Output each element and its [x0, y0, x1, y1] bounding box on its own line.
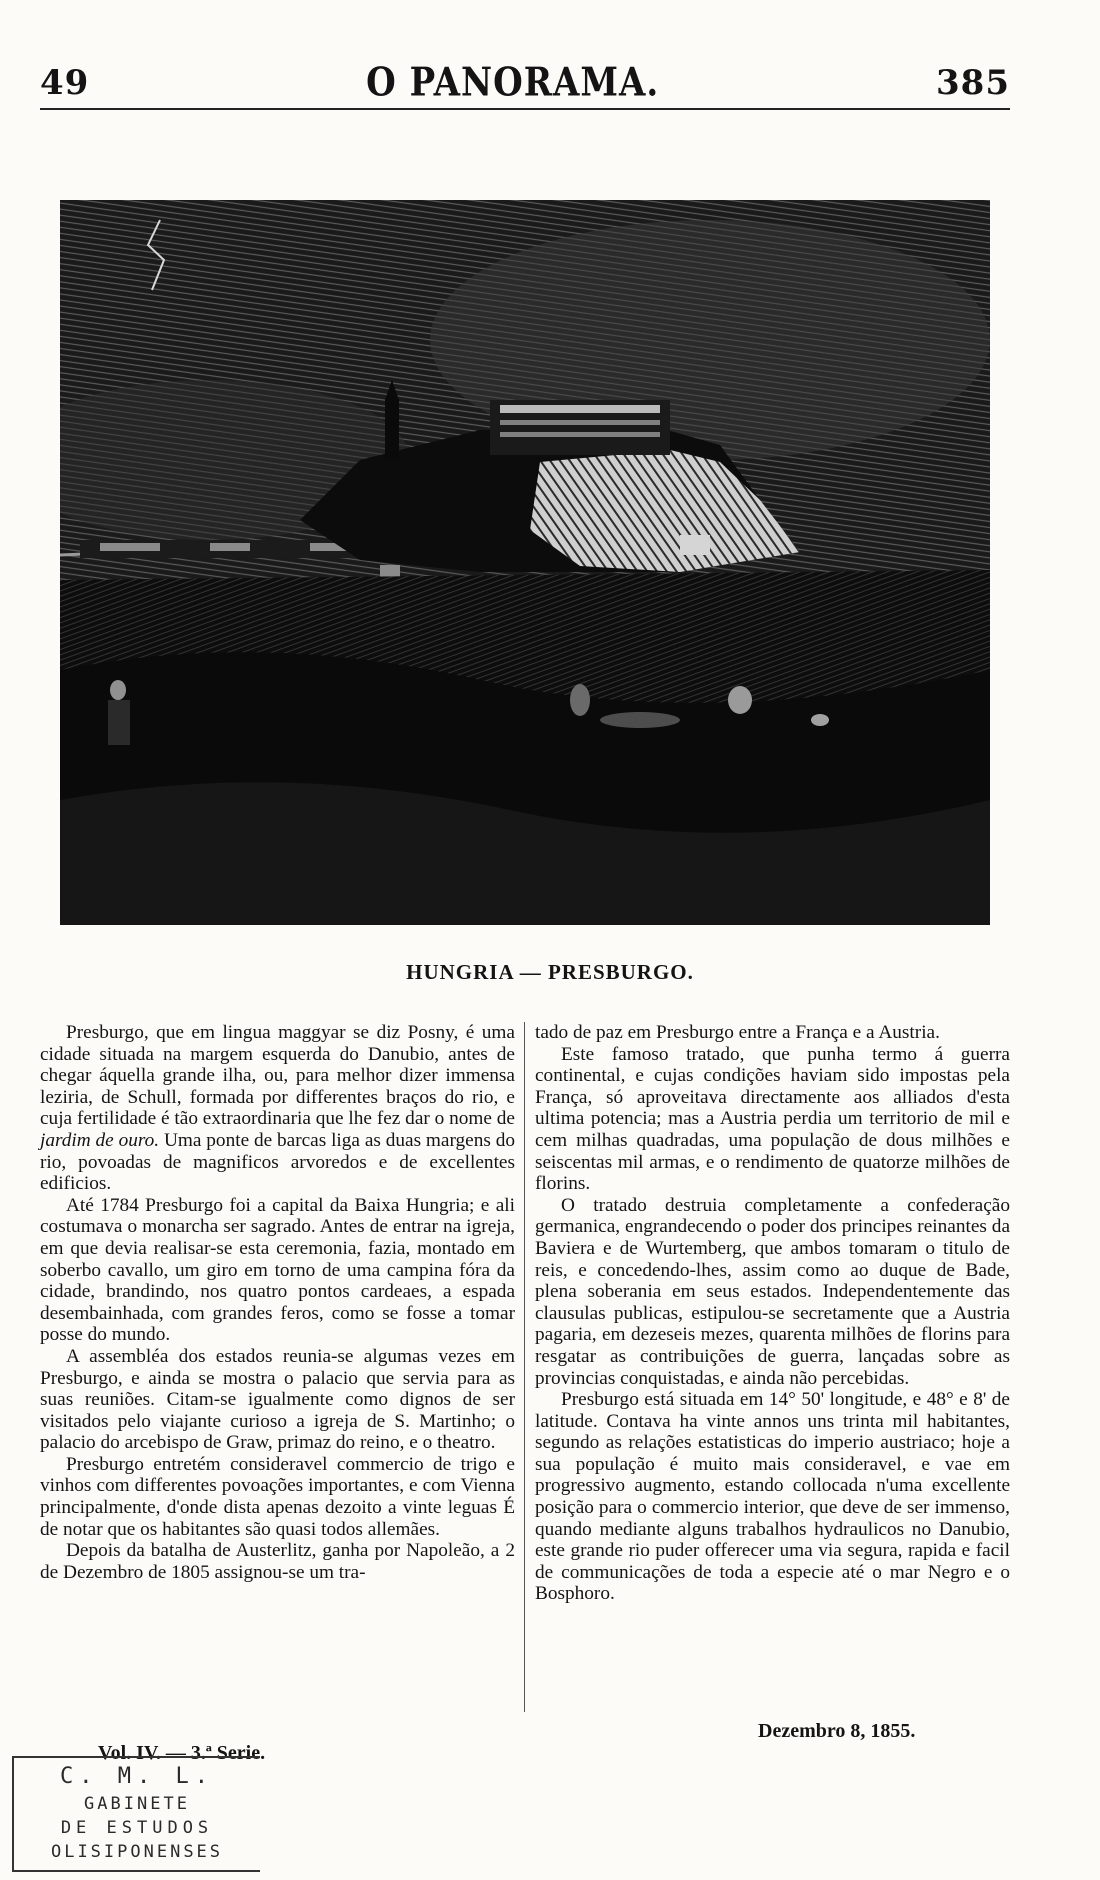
paragraph-text: Uma ponte de barcas liga as duas margens do rio, povoadas de magnificos arvoredos e de excellentes edificios. [40, 1129, 516, 1195]
header-rule [40, 108, 1010, 110]
presburgo-castle-engraving [60, 200, 990, 925]
paragraph: Depois da batalha de Austerlitz, ganha por Napoleão, a 2 de Dezembro de 1805 assignou-se um tra- [40, 1540, 515, 1583]
page-header [40, 58, 1010, 108]
page-right-number: 385 [936, 63, 1010, 103]
paragraph: tado de paz em Presburgo entre a França e a Austria. [535, 1022, 940, 1043]
date-footer: Dezembro 8, 1855. [758, 1720, 916, 1742]
page-left-number: 49 [40, 63, 90, 103]
illustration-caption: HUNGRIA — PRESBURGO. [406, 960, 694, 984]
left-column [40, 1022, 515, 1583]
stamp-line: GABINETE [84, 1794, 190, 1814]
article-body [40, 1022, 1010, 1722]
journal-title: O PANORAMA. [366, 60, 660, 106]
stamp-line: C. M. L. [60, 1764, 214, 1789]
paragraph: O tratado destruia completamente a confederação germanica, engrandecendo o poder dos principes reinantes da Baviera e de Wurtemberg, que ambos tomaram o titulo de reis, e concedendo-lhes, assim como ao duque de Bade, plena soberania em seus estados. Independentemente das clausulas publicas, estipulou-se secretamente que a Austria pagaria, em dezeseis mezes, quarenta milhões de florins para resgatar as contribuições de guerra, lançadas sobre as provincias conquistadas, e ainda não percebidas. [535, 1194, 1010, 1389]
paragraph-text: Presburgo, que em lingua maggyar se diz Posny, é uma cidade situada na margem esquerda do Danubio, antes de chegar áquella grande ilha, ou, para melhor dizer immensa leziria, de Schull, formada por differentes braços do rio, e cuja fertilidade é tão extraordinaria que lhe fez dar o nome de [40, 1022, 515, 1130]
italic-phrase: jardim de ouro. [40, 1129, 160, 1151]
paragraph: Este famoso tratado, que punha termo á guerra continental, e cujas condições haviam sido impostas pela França, só aproveitava directamente aos alliados d'esta ultima potencia; mas a Austria perdia um territorio de mil e cem milhas quadradas, uma população de dous milhões e seiscentas mil armas, e o rendimento de quatorze milhões de florins. [535, 1043, 1010, 1195]
paragraph [40, 1022, 515, 1195]
volume-footer: Vol. IV. — 3.ª Serie. [98, 1742, 266, 1764]
stamp-line: OLISIPONENSES [50, 1842, 224, 1862]
library-stamp [12, 1756, 260, 1872]
right-column [535, 1022, 1010, 1605]
paragraph: Até 1784 Presburgo foi a capital da Baixa Hungria; e ali costumava o monarcha ser sagrado. Antes de entrar na igreja, em que devia realisar-se esta ceremonia, fazia, montado em soberbo cavallo, um giro em torno de uma campina fóra da cidade, brandindo, nos quatro pontos cardeaes, a espada desembainhada, com grandes feros, como se fosse a tomar posse do mundo. [40, 1194, 515, 1346]
paragraph: A assembléa dos estados reunia-se algumas vezes em Presburgo, e ainda se mostra o palacio que servia para as suas reuniões. Citam-se igualmente como dignos de ser visitados pelo viajante curioso a igreja de S. Martinho; o palacio do arcebispo de Graw, primaz do reino, e o theatro. [40, 1345, 515, 1454]
paragraph: Presburgo está situada em 14° 50' longitude, e 48° e 8' de latitude. Contava ha vinte annos uns trinta mil habitantes, segundo as relações estatisticas do imperio austriaco; hoje a sua população é muito mais consideravel, e vae em progressivo augmento, estando collocada n'uma excellente posição para o commercio interior, que deve de ser immenso, quando mediante alguns trabalhos hydraulicos no Danubio, este grande rio puder offerecer uma via segura, rapida e facil de communicações de toda a especie até o mar Negro e o Bosphoro. [535, 1389, 1010, 1605]
engraving-illustration [60, 200, 990, 925]
column-divider [524, 1022, 525, 1712]
paragraph: Presburgo entretém consideravel commercio de trigo e vinhos com differentes povoações importantes, e com Vienna principalmente, d'onde dista apenas dezoito a vinte leguas É de notar que os habitantes são quasi todos allemães. [40, 1453, 515, 1540]
stamp-line: DE ESTUDOS [60, 1818, 214, 1838]
